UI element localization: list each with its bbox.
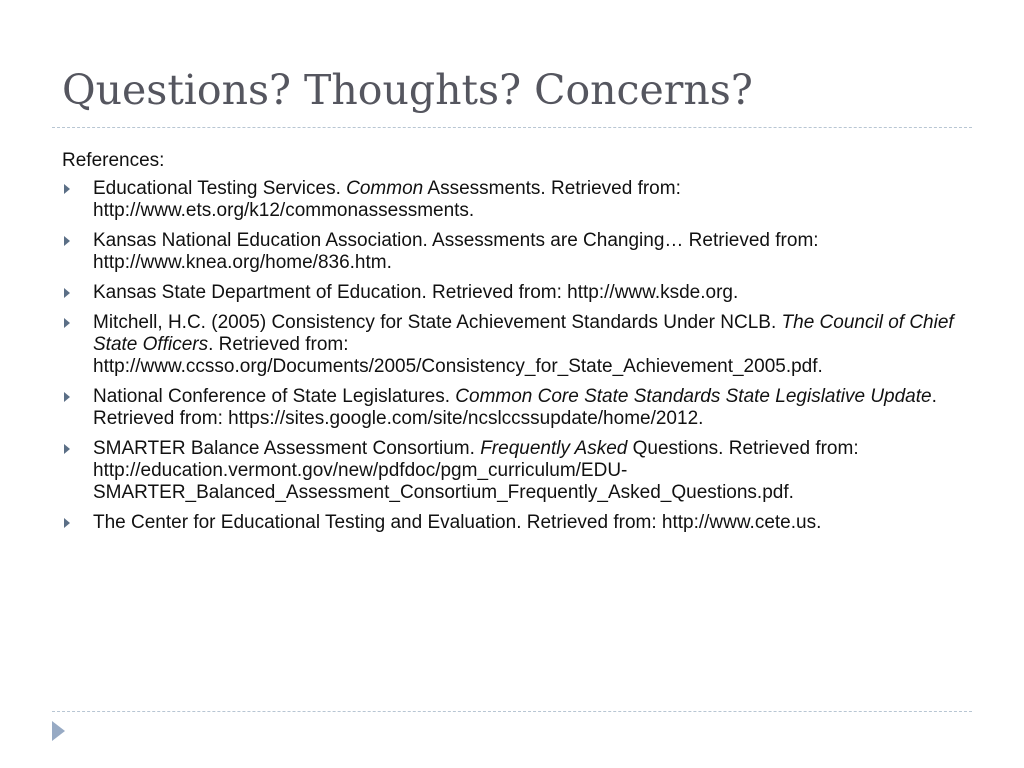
reference-item: The Center for Educational Testing and Evaluation. Retrieved from: http://www.cete.us. xyxy=(62,512,977,534)
reference-item: Kansas State Department of Education. Retrieved from: http://www.ksde.org. xyxy=(62,282,977,304)
reference-item: Mitchell, H.C. (2005) Consistency for State Achievement Standards Under NCLB. The Council of Chief State Officers. Retrieved from: http://www.ccsso.org/Documents/2005/Consistency_for_State_Achievement_2005.pdf. xyxy=(62,312,977,378)
reference-item: National Conference of State Legislatures. Common Core State Standards State Legislative Update. Retrieved from: https://sites.google.com/site/ncslccssupdate/home/2012. xyxy=(62,386,977,430)
reference-item: SMARTER Balance Assessment Consortium. Frequently Asked Questions. Retrieved from: http://education.vermont.gov/new/pdfdoc/pgm_curriculum/EDU-SMARTER_Balanced_Assessment_Consortium_Frequently_Asked_Questions.pdf. xyxy=(62,438,977,504)
bullet-arrow-icon xyxy=(64,236,70,246)
references-label: References: xyxy=(62,150,165,171)
bullet-arrow-icon xyxy=(64,288,70,298)
next-slide-arrow-icon[interactable] xyxy=(52,721,65,741)
title-divider xyxy=(52,127,972,128)
references-list xyxy=(62,178,977,534)
reference-item: Kansas National Education Association. Assessments are Changing… Retrieved from: http://www.knea.org/home/836.htm. xyxy=(62,230,977,274)
bullet-arrow-icon xyxy=(64,318,70,328)
bullet-arrow-icon xyxy=(64,518,70,528)
bullet-arrow-icon xyxy=(64,444,70,454)
reference-item: Educational Testing Services. Common Assessments. Retrieved from: http://www.ets.org/k12/commonassessments. xyxy=(62,178,977,222)
bullet-arrow-icon xyxy=(64,392,70,402)
slide-title: Questions? Thoughts? Concerns? xyxy=(62,66,753,114)
slide-body xyxy=(62,150,977,542)
footer-divider xyxy=(52,711,972,712)
bullet-arrow-icon xyxy=(64,184,70,194)
